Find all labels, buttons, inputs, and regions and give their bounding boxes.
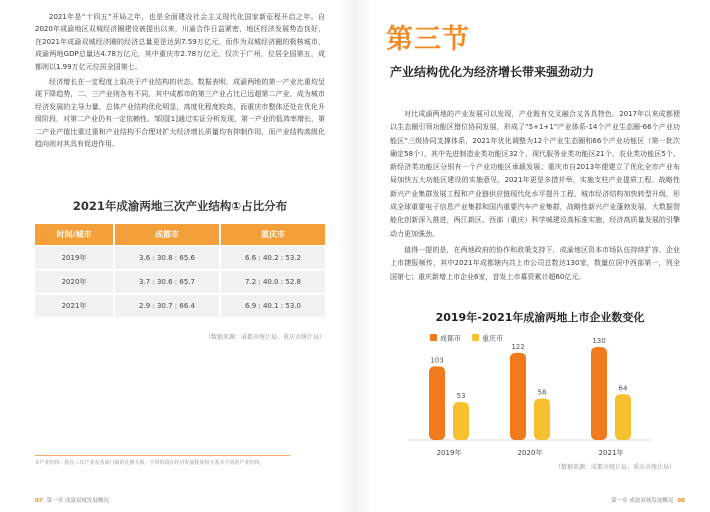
left-footer: [35, 496, 113, 504]
page-number-right: 08: [677, 498, 685, 504]
legend-label-chongqing: 重庆市: [482, 334, 503, 343]
bar-chengdu-3: [591, 347, 607, 440]
bar-chengdu-1: [429, 366, 445, 440]
right-footer: [607, 496, 685, 504]
category-label-1: 2019年: [436, 449, 462, 457]
table-cell-chongqing: 6.6 : 40.2 : 53.2: [221, 247, 325, 269]
left-paragraph-2: 经济增长在一定程度上取决于产业结构的状态。数据表明，成渝两地的第一产业比重均呈现下降趋势，二、三产业则各有不同，其中成都市的第三产业占比已远超第二产业，成为城市经济发展的主导力量，总体产业结构优化明显，高度化程度较高，而重庆市整体还处在优化升级阶段，对第二产业仍有一定依赖性。邹园[1]通过实证分析发现，第一产业的低效率增长，第二产业产值比重过重和产业结构不合理对扩大经济增长质量均有抑制作用，而产业结构高级化趋向则对其具有促进作用。: [35, 78, 325, 149]
legend-swatch-chengdu: [430, 334, 437, 341]
value-label-chengdu-2: 122: [511, 342, 525, 351]
table-cell-year: 2020年: [35, 271, 113, 293]
table-cell-chongqing: 7.2 : 40.0 : 52.8: [221, 271, 325, 293]
table-header-chongqing: 重庆市: [221, 224, 325, 245]
bar-chongqing-2: [534, 399, 550, 440]
table-row: [35, 247, 325, 269]
table-cell-year: 2021年: [35, 295, 113, 317]
category-label-2: 2020年: [517, 449, 543, 457]
table-header-time-city: 时间/城市: [35, 224, 113, 245]
chart-marks: [429, 337, 631, 457]
value-label-chongqing-1: 53: [456, 392, 466, 401]
table-header-row: [35, 224, 325, 245]
table-cell-year: 2019年: [35, 247, 113, 269]
legend-label-chengdu: 成都市: [440, 334, 461, 343]
table-title: 2021年成渝两地三次产业结构①占比分布: [72, 199, 288, 213]
table-row: [35, 271, 325, 293]
value-label-chongqing-3: 64: [618, 384, 628, 393]
chart-legend: [430, 334, 503, 343]
left-paragraph-1: 2021年是“十四五”开局之年，也是全面建设社会主义现代化国家新征程开启之年。自2020年成渝地区双城经济圈建设被提出以来，川渝合作日益紧密，地区经济发展势态良好，在2021年成渝双城经济圈的经济总量更是达到7.59万亿元，而作为双城经济圈的极核城市，成渝两地GDP总量达4.78万亿元，其中重庆市2.78万亿元，仅次于广州，位居全国第五，成都则以1.99万亿元位居全国第七。: [35, 13, 325, 71]
category-label-3: 2021年: [598, 449, 624, 457]
bar-chongqing-1: [453, 402, 469, 440]
footnote-divider: [35, 455, 290, 456]
table-cell-chongqing: 6.9 : 40.1 : 53.0: [221, 295, 325, 317]
value-label-chongqing-2: 58: [537, 388, 547, 397]
table-cell-chengdu: 3.7 : 30.6 : 65.7: [115, 271, 219, 293]
section-subtitle: 产业结构优化为经济增长带来强劲动力: [390, 65, 595, 79]
chart-source-note: （数据来源：成都市统计局、重庆市统计局）: [554, 464, 675, 471]
legend-swatch-chongqing: [472, 334, 479, 341]
footnote: ①产业结构：指在三次产业及各部门间的比例关系，不同阶段在经济发展程度相互基本不同的产业结构。: [35, 460, 265, 466]
value-label-chengdu-3: 130: [592, 337, 606, 346]
value-label-chengdu-1: 103: [430, 356, 444, 365]
chart-title: 2019年-2021年成渝两地上市企业数变化: [435, 311, 645, 324]
industry-structure-table: [33, 222, 327, 319]
left-body-text: [35, 11, 325, 191]
bar-chongqing-3: [615, 394, 631, 440]
chapter-title-left: 第一章 成渝双城发展概况: [46, 498, 109, 504]
table-header-chengdu: 成都市: [115, 224, 219, 245]
right-page: [355, 0, 710, 512]
listed-companies-bar-chart: [390, 305, 690, 461]
table-cell-chengdu: 2.9 : 30.7 : 66.4: [115, 295, 219, 317]
section-heading: 第三节: [386, 24, 470, 55]
right-paragraph-1: 对比成渝两地的产业发展可以发现，产业既有交叉融合又各具特色。2017年以来成都便以生态圈引领功能区错位协同发展，形成了“5+1+1”产业体系-14个产业生态圈-66个产业功能区”三级协同支撑体系，2021年优化调整为12个产业生态圈和66个产业功能区（第一批次确定58个），其中先进制造业类功能区32个、现代服务业类功能区21个、农业类功能区5个、新经济类功能区分别有一个产业功能区承载发展；重庆市自2013年便建立了优化全市产业布局加快五大功能区建设的实施意见，2021年更是多措并举，实施支柱产业提质工程、战略性新兴产业集群发展工程和产业链供应链现代化水平提升工程，城市经济结构加快转型升级，形成全球重要电子信息产业集群和国内重要汽车产业集群，战略性新兴产业蓬勃发展，大数据智能化创新深入推进，两江新区、西部（重庆）科学城建设高标准实施，经济高质量发展的引擎动力更加强劲。: [390, 110, 680, 238]
right-paragraph-2: 值得一提的是，在两地政府的协作和政策支持下，成渝地区资本市场队伍持续扩容，企业上市捷报频传，其中2021年成都辖内共上市公司总数达130家，数量位居中西部第一，列全国第七；重庆新增上市企业6家，首发上市募资累计超60亿元。: [390, 245, 680, 281]
table-source-note: （数据来源：成都市统计局、重庆市统计局）: [204, 334, 325, 341]
bar-chengdu-2: [510, 353, 526, 440]
table-cell-chengdu: 3.6 : 30.8 : 65.6: [115, 247, 219, 269]
table-row: [35, 295, 325, 317]
chapter-title-right: 第一章 成渝双城发展概况: [611, 498, 674, 504]
page-number-left: 07: [35, 498, 43, 504]
right-body-text: [390, 108, 680, 300]
